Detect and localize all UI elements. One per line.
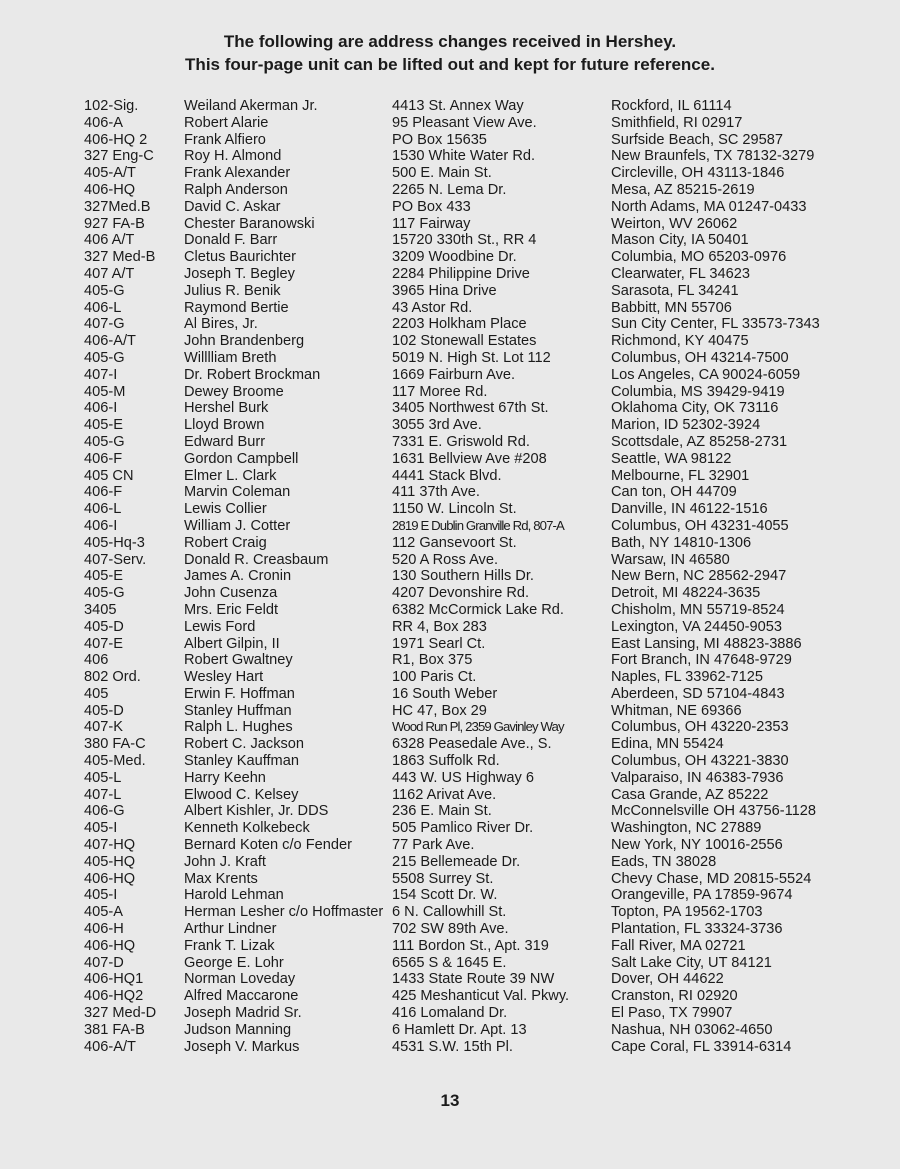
name-cell: Norman Loveday — [184, 971, 296, 988]
unit-cell: 405-G — [84, 585, 125, 602]
name-cell: Albert Kishler, Jr. DDS — [184, 803, 329, 820]
address-row — [84, 501, 864, 518]
street-cell: 6565 S & 1645 E. — [392, 954, 507, 971]
name-cell: John J. Kraft — [184, 853, 266, 870]
address-row — [84, 753, 864, 770]
unit-cell: 380 FA-C — [84, 736, 146, 753]
unit-cell: 802 Ord. — [84, 669, 141, 686]
city-cell: Valparaiso, IN 46383-7936 — [611, 769, 784, 786]
address-row — [84, 636, 864, 653]
name-cell: Harold Lehman — [184, 887, 284, 904]
street-cell: 6 N. Callowhill St. — [392, 904, 507, 921]
name-cell: Mrs. Eric Feldt — [184, 601, 279, 618]
street-cell: HC 47, Box 29 — [392, 702, 487, 719]
address-row — [84, 988, 864, 1005]
name-cell: Herman Lesher c/o Hoffmaster — [184, 904, 384, 921]
address-row — [84, 652, 864, 669]
address-row — [84, 803, 864, 820]
unit-cell: 327Med.B — [84, 198, 151, 215]
street-cell: 3965 Hina Drive — [392, 282, 497, 299]
street-cell: 3055 3rd Ave. — [392, 417, 482, 434]
address-row — [84, 350, 864, 367]
name-cell: Alfred Maccarone — [184, 988, 299, 1005]
unit-cell: 406-F — [84, 450, 123, 467]
street-cell: PO Box 433 — [392, 198, 471, 215]
name-cell: Dewey Broome — [184, 383, 284, 400]
city-cell: Topton, PA 19562-1703 — [611, 904, 763, 921]
unit-cell: 405-I — [84, 820, 118, 837]
address-row — [84, 400, 864, 417]
name-cell: Marvin Coleman — [184, 484, 291, 501]
name-cell: Donald F. Barr — [184, 232, 278, 249]
unit-cell: 407-L — [84, 786, 122, 803]
street-cell: 154 Scott Dr. W. — [392, 887, 498, 904]
name-cell: Robert Gwaltney — [184, 652, 293, 669]
name-cell: David C. Askar — [184, 198, 281, 215]
city-cell: Whitman, NE 69366 — [611, 702, 742, 719]
name-cell: Hershel Burk — [184, 400, 269, 417]
name-cell: Al Bires, Jr. — [184, 316, 258, 333]
name-cell: Cletus Baurichter — [184, 249, 296, 266]
address-row — [84, 837, 864, 854]
unit-cell: 406-H — [84, 921, 124, 938]
address-row — [84, 787, 864, 804]
name-cell: Ralph Anderson — [184, 181, 288, 198]
unit-cell: 406-HQ — [84, 181, 136, 198]
address-row — [84, 585, 864, 602]
address-row — [84, 266, 864, 283]
city-cell: Chevy Chase, MD 20815-5524 — [611, 870, 812, 887]
street-cell: 1669 Fairburn Ave. — [392, 366, 516, 383]
name-cell: Kenneth Kolkebeck — [184, 820, 310, 837]
address-row — [84, 115, 864, 132]
address-row — [84, 182, 864, 199]
address-row — [84, 367, 864, 384]
city-cell: El Paso, TX 79907 — [611, 1005, 733, 1022]
city-cell: East Lansing, MI 48823-3886 — [611, 635, 802, 652]
city-cell: Warsaw, IN 46580 — [611, 551, 730, 568]
city-cell: Fall River, MA 02721 — [611, 937, 746, 954]
name-cell: Max Krents — [184, 870, 258, 887]
name-cell: Donald R. Creasbaum — [184, 551, 329, 568]
address-row — [84, 686, 864, 703]
unit-cell: 405-G — [84, 282, 125, 299]
name-cell: Raymond Bertie — [184, 299, 289, 316]
header-line-1: The following are address changes received in Hershey. — [223, 32, 677, 51]
address-row — [84, 871, 864, 888]
unit-cell: 405-Hq-3 — [84, 534, 145, 551]
city-cell: Columbus, OH 43214-7500 — [611, 349, 789, 366]
unit-cell: 405-E — [84, 417, 123, 434]
street-cell: 416 Lomaland Dr. — [392, 1005, 508, 1022]
street-cell: 2284 Philippine Drive — [392, 265, 530, 282]
unit-cell: 405-M — [84, 383, 126, 400]
address-row — [84, 249, 864, 266]
name-cell: Willlliam Breth — [184, 349, 277, 366]
unit-cell: 327 Med-D — [84, 1005, 157, 1022]
street-cell: 4531 S.W. 15th Pl. — [392, 1038, 513, 1055]
name-cell: Julius R. Benik — [184, 282, 281, 299]
city-cell: Mesa, AZ 85215-2619 — [611, 181, 755, 198]
unit-cell: 407-I — [84, 366, 118, 383]
street-cell: 6328 Peasedale Ave., S. — [392, 736, 552, 753]
unit-cell: 927 FA-B — [84, 215, 145, 232]
unit-cell: 407-Serv. — [84, 551, 147, 568]
address-row — [84, 602, 864, 619]
city-cell: New Braunfels, TX 78132-3279 — [611, 148, 815, 165]
street-cell: 4207 Devonshire Rd. — [392, 585, 530, 602]
address-row — [84, 232, 864, 249]
unit-cell: 405-Med. — [84, 753, 146, 770]
name-cell: Robert Alarie — [184, 114, 269, 131]
street-cell: RR 4, Box 283 — [392, 618, 487, 635]
city-cell: Sun City Center, FL 33573-7343 — [611, 316, 820, 333]
city-cell: Dover, OH 44622 — [611, 971, 724, 988]
city-cell: Columbus, OH 43221-3830 — [611, 753, 789, 770]
street-cell: 1971 Searl Ct. — [392, 635, 486, 652]
name-cell: Harry Keehn — [184, 769, 266, 786]
name-cell: Robert C. Jackson — [184, 736, 305, 753]
name-cell: Albert Gilpin, II — [184, 635, 280, 652]
name-cell: Stanley Kauffman — [184, 753, 299, 770]
unit-cell: 3405 — [84, 601, 117, 618]
unit-cell: 407-E — [84, 635, 123, 652]
address-row — [84, 820, 864, 837]
address-row — [84, 316, 864, 333]
name-cell: John Brandenberg — [184, 333, 305, 350]
street-cell: 77 Park Ave. — [392, 837, 475, 854]
address-row — [84, 434, 864, 451]
street-cell: 117 Fairway — [392, 215, 471, 232]
street-cell: 2819 E Dublin Granville Rd, 807-A — [392, 517, 564, 533]
address-row — [84, 216, 864, 233]
street-cell: 505 Pamlico River Dr. — [392, 820, 534, 837]
unit-cell: 407-G — [84, 316, 125, 333]
street-cell: R1, Box 375 — [392, 652, 473, 669]
street-cell: 702 SW 89th Ave. — [392, 921, 509, 938]
address-row — [84, 165, 864, 182]
city-cell: Fort Branch, IN 47648-9729 — [611, 652, 792, 669]
city-cell: Edina, MN 55424 — [611, 736, 724, 753]
city-cell: Columbus, OH 43220-2353 — [611, 719, 789, 736]
unit-cell: 405-D — [84, 618, 124, 635]
name-cell: Erwin F. Hoffman — [184, 685, 295, 702]
name-cell: Frank Alexander — [184, 165, 291, 182]
street-cell: 2265 N. Lema Dr. — [392, 181, 507, 198]
name-cell: Bernard Koten c/o Fender — [184, 837, 352, 854]
unit-cell: 406 — [84, 652, 109, 669]
unit-cell: 406-HQ1 — [84, 971, 144, 988]
city-cell: Richmond, KY 40475 — [611, 333, 749, 350]
unit-cell: 327 Eng-C — [84, 148, 154, 165]
address-row — [84, 199, 864, 216]
address-row — [84, 484, 864, 501]
address-row — [84, 468, 864, 485]
city-cell: Mason City, IA 50401 — [611, 232, 749, 249]
address-row — [84, 535, 864, 552]
street-cell: 3405 Northwest 67th St. — [392, 400, 549, 417]
name-cell: Judson Manning — [184, 1021, 292, 1038]
city-cell: McConnelsville OH 43756-1128 — [611, 803, 816, 820]
city-cell: Eads, TN 38028 — [611, 853, 717, 870]
unit-cell: 406-G — [84, 803, 125, 820]
unit-cell: 405-HQ — [84, 853, 136, 870]
header-line-2: This four-page unit can be lifted out and kept for future reference. — [185, 55, 715, 74]
city-cell: Lexington, VA 24450-9053 — [611, 618, 782, 635]
city-cell: Bath, NY 14810-1306 — [611, 534, 752, 551]
address-row — [84, 669, 864, 686]
street-cell: 215 Bellemeade Dr. — [392, 853, 521, 870]
street-cell: PO Box 15635 — [392, 131, 487, 148]
name-cell: Frank Alfiero — [184, 131, 266, 148]
street-cell: 4441 Stack Blvd. — [392, 467, 502, 484]
address-row — [84, 132, 864, 149]
street-cell: Wood Run Pl, 2359 Gavinley Way — [392, 719, 564, 735]
city-cell: Chisholm, MN 55719-8524 — [611, 601, 785, 618]
city-cell: Smithfield, RI 02917 — [611, 114, 743, 131]
city-cell: Columbia, MO 65203-0976 — [611, 249, 787, 266]
unit-cell: 406-A/T — [84, 1038, 136, 1055]
unit-cell: 405-A — [84, 904, 123, 921]
street-cell: 443 W. US Highway 6 — [392, 769, 534, 786]
name-cell: Arthur Lindner — [184, 921, 277, 938]
city-cell: Oklahoma City, OK 73116 — [611, 400, 779, 417]
unit-cell: 406-L — [84, 299, 122, 316]
street-cell: 7331 E. Griswold Rd. — [392, 433, 530, 450]
address-row — [84, 887, 864, 904]
street-cell: 111 Bordon St., Apt. 319 — [392, 937, 549, 954]
city-cell: Rockford, IL 61114 — [611, 98, 732, 114]
unit-cell: 405-G — [84, 349, 125, 366]
street-cell: 15720 330th St., RR 4 — [392, 232, 537, 249]
city-cell: Sarasota, FL 34241 — [611, 282, 739, 299]
name-cell: Gordon Campbell — [184, 450, 299, 467]
address-row — [84, 1039, 864, 1056]
name-cell: Roy H. Almond — [184, 148, 282, 165]
name-cell: Joseph T. Begley — [184, 265, 295, 282]
name-cell: William J. Cotter — [184, 517, 291, 534]
unit-cell: 405-D — [84, 702, 124, 719]
name-cell: James A. Cronin — [184, 568, 292, 585]
unit-cell: 406 A/T — [84, 232, 135, 249]
unit-cell: 406-HQ — [84, 937, 136, 954]
street-cell: 100 Paris Ct. — [392, 669, 477, 686]
street-cell: 5019 N. High St. Lot 112 — [392, 349, 551, 366]
name-cell: Elwood C. Kelsey — [184, 786, 299, 803]
unit-cell: 405 CN — [84, 467, 134, 484]
street-cell: 411 37th Ave. — [392, 484, 480, 501]
unit-cell: 405-L — [84, 769, 122, 786]
unit-cell: 405-I — [84, 887, 118, 904]
name-cell: Frank T. Lizak — [184, 937, 275, 954]
name-cell: Joseph V. Markus — [184, 1038, 300, 1055]
street-cell: 102 Stonewall Estates — [392, 333, 537, 350]
address-row — [84, 283, 864, 300]
unit-cell: 327 Med-B — [84, 249, 156, 266]
address-row — [84, 148, 864, 165]
address-row — [84, 384, 864, 401]
city-cell: Columbia, MS 39429-9419 — [611, 383, 785, 400]
city-cell: New York, NY 10016-2556 — [611, 837, 783, 854]
address-row — [84, 552, 864, 569]
city-cell: Cranston, RI 02920 — [611, 988, 738, 1005]
street-cell: 1162 Arivat Ave. — [392, 786, 497, 803]
address-row — [84, 1005, 864, 1022]
name-cell: Stanley Huffman — [184, 702, 292, 719]
city-cell: Columbus, OH 43231-4055 — [611, 517, 789, 534]
name-cell: Chester Baranowski — [184, 215, 315, 232]
name-cell: Dr. Robert Brockman — [184, 366, 321, 383]
name-cell: Weiland Akerman Jr. — [184, 98, 318, 114]
city-cell: Babbitt, MN 55706 — [611, 299, 732, 316]
city-cell: Clearwater, FL 34623 — [611, 265, 750, 282]
unit-cell: 405-G — [84, 433, 125, 450]
city-cell: Naples, FL 33962-7125 — [611, 669, 763, 686]
street-cell: 520 A Ross Ave. — [392, 551, 499, 568]
address-row — [84, 955, 864, 972]
unit-cell: 406-I — [84, 400, 118, 417]
city-cell: Can ton, OH 44709 — [611, 484, 737, 501]
street-cell: 6 Hamlett Dr. Apt. 13 — [392, 1021, 527, 1038]
address-row — [84, 300, 864, 317]
address-row — [84, 904, 864, 921]
page-number: 13 — [440, 1091, 460, 1110]
street-cell: 1863 Suffolk Rd. — [392, 753, 500, 770]
address-row — [84, 854, 864, 871]
street-cell: 43 Astor Rd. — [392, 299, 473, 316]
unit-cell: 406-L — [84, 501, 122, 518]
address-row — [84, 417, 864, 434]
name-cell: Joseph Madrid Sr. — [184, 1005, 302, 1022]
city-cell: Surfside Beach, SC 29587 — [611, 131, 783, 148]
city-cell: Scottsdale, AZ 85258-2731 — [611, 433, 788, 450]
unit-cell: 405 — [84, 685, 109, 702]
city-cell: Seattle, WA 98122 — [611, 450, 732, 467]
name-cell: Lewis Ford — [184, 618, 256, 635]
name-cell: Edward Burr — [184, 433, 266, 450]
address-row — [84, 619, 864, 636]
unit-cell: 406-HQ2 — [84, 988, 144, 1005]
street-cell: 4413 St. Annex Way — [392, 98, 524, 114]
city-cell: Melbourne, FL 32901 — [611, 467, 750, 484]
unit-cell: 407-D — [84, 954, 124, 971]
address-row — [84, 719, 864, 736]
city-cell: Cape Coral, FL 33914-6314 — [611, 1038, 792, 1055]
street-cell: 112 Gansevoort St. — [392, 534, 517, 551]
address-row — [84, 451, 864, 468]
city-cell: Nashua, NH 03062-4650 — [611, 1021, 773, 1038]
street-cell: 1150 W. Lincoln St. — [392, 501, 517, 518]
name-cell: Lewis Collier — [184, 501, 267, 518]
street-cell: 2203 Holkham Place — [392, 316, 527, 333]
unit-cell: 406-A/T — [84, 333, 136, 350]
name-cell: John Cusenza — [184, 585, 278, 602]
address-row — [84, 333, 864, 350]
unit-cell: 407 A/T — [84, 265, 135, 282]
unit-cell: 381 FA-B — [84, 1021, 145, 1038]
city-cell: Detroit, MI 48224-3635 — [611, 585, 761, 602]
unit-cell: 406-HQ — [84, 870, 136, 887]
unit-cell: 406-A — [84, 114, 123, 131]
name-cell: George E. Lohr — [184, 954, 284, 971]
street-cell: 16 South Weber — [392, 685, 498, 702]
unit-cell: 405-E — [84, 568, 123, 585]
city-cell: Los Angeles, CA 90024-6059 — [611, 366, 801, 383]
address-row — [84, 98, 864, 115]
unit-cell: 407-HQ — [84, 837, 136, 854]
street-cell: 5508 Surrey St. — [392, 870, 494, 887]
address-row — [84, 921, 864, 938]
city-cell: Plantation, FL 33324-3736 — [611, 921, 783, 938]
address-row — [84, 736, 864, 753]
name-cell: Ralph L. Hughes — [184, 719, 293, 736]
address-row — [84, 938, 864, 955]
street-cell: 95 Pleasant View Ave. — [392, 114, 537, 131]
street-cell: 117 Moree Rd. — [392, 383, 488, 400]
city-cell: Marion, ID 52302-3924 — [611, 417, 761, 434]
city-cell: Weirton, WV 26062 — [611, 215, 738, 232]
name-cell: Wesley Hart — [184, 669, 264, 686]
unit-cell: 406-I — [84, 517, 118, 534]
city-cell: Circleville, OH 43113-1846 — [611, 165, 785, 182]
address-row — [84, 518, 864, 535]
page-header — [0, 30, 900, 76]
unit-cell: 102-Sig. — [84, 98, 139, 114]
unit-cell: 405-A/T — [84, 165, 136, 182]
address-row — [84, 568, 864, 585]
street-cell: 1631 Bellview Ave #208 — [392, 450, 547, 467]
name-cell: Lloyd Brown — [184, 417, 265, 434]
city-cell: Aberdeen, SD 57104-4843 — [611, 685, 785, 702]
unit-cell: 407-K — [84, 719, 123, 736]
address-row — [84, 703, 864, 720]
city-cell: North Adams, MA 01247-0433 — [611, 198, 807, 215]
street-cell: 500 E. Main St. — [392, 165, 492, 182]
city-cell: New Bern, NC 28562-2947 — [611, 568, 787, 585]
street-cell: 236 E. Main St. — [392, 803, 492, 820]
name-cell: Elmer L. Clark — [184, 467, 277, 484]
city-cell: Orangeville, PA 17859-9674 — [611, 887, 793, 904]
street-cell: 6382 McCormick Lake Rd. — [392, 601, 564, 618]
unit-cell: 406-HQ 2 — [84, 131, 148, 148]
street-cell: 425 Meshanticut Val. Pkwy. — [392, 988, 570, 1005]
address-row — [84, 770, 864, 787]
address-row — [84, 971, 864, 988]
city-cell: Washington, NC 27889 — [611, 820, 762, 837]
address-row — [84, 1022, 864, 1039]
city-cell: Salt Lake City, UT 84121 — [611, 954, 772, 971]
street-cell: 1433 State Route 39 NW — [392, 971, 555, 988]
city-cell: Danville, IN 46122-1516 — [611, 501, 768, 518]
name-cell: Robert Craig — [184, 534, 267, 551]
street-cell: 130 Southern Hills Dr. — [392, 568, 534, 585]
unit-cell: 406-F — [84, 484, 123, 501]
street-cell: 1530 White Water Rd. — [392, 148, 536, 165]
address-table — [84, 98, 864, 1055]
street-cell: 3209 Woodbine Dr. — [392, 249, 517, 266]
city-cell: Casa Grande, AZ 85222 — [611, 786, 769, 803]
